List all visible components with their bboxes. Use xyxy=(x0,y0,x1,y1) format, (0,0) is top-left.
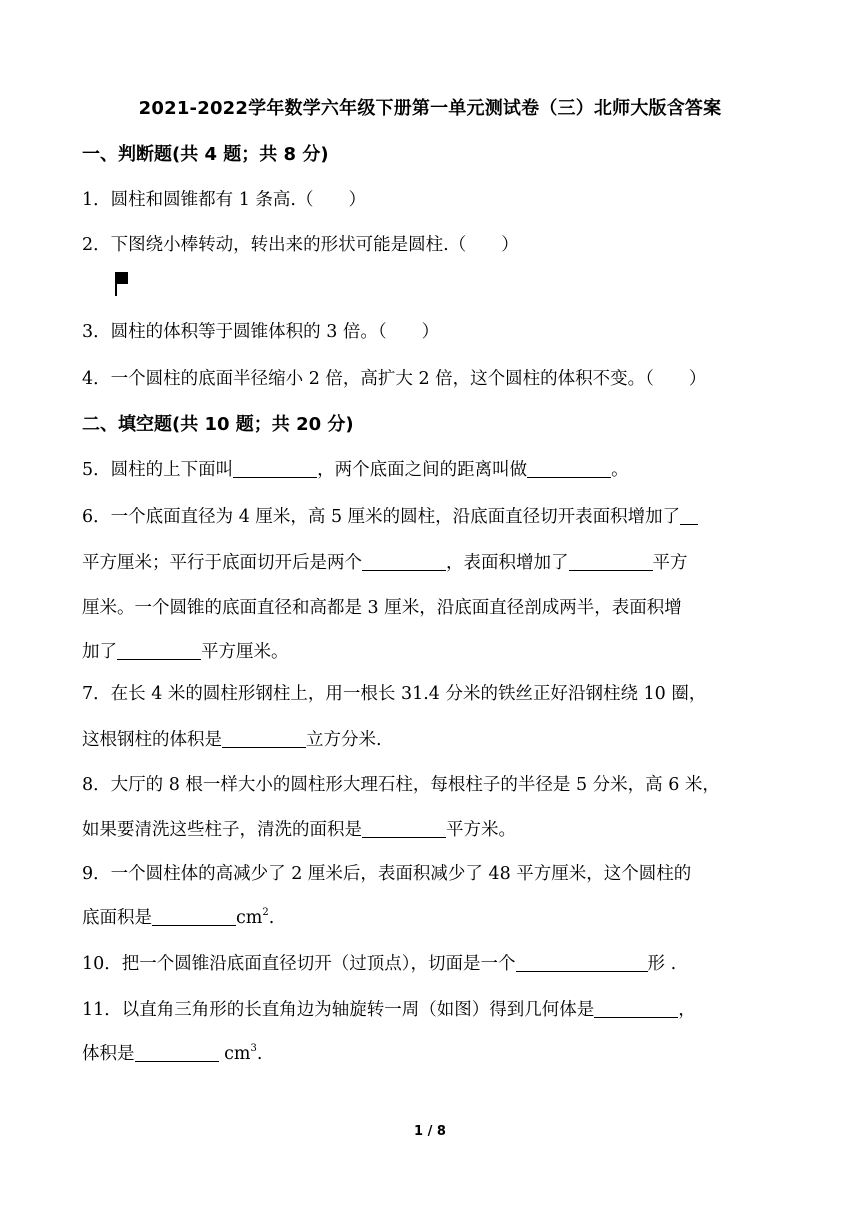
question-11-line-1 xyxy=(82,996,696,1021)
question-5 xyxy=(82,456,629,481)
question-6-text-2a: 平方厘米；平行于底面切开后是两个 xyxy=(82,553,362,573)
question-5-text-b: ，两个底面之间的距离叫做 xyxy=(317,460,528,480)
question-1: 1．圆柱和圆锥都有 1 条高.（ ） xyxy=(82,190,366,210)
question-2: 2．下图绕小棒转动，转出来的形状可能是圆柱.（ ） xyxy=(82,235,519,255)
question-9-line-1: 9．一个圆柱体的高减少了 2 厘米后，表面积减少了 48 平方厘米，这个圆柱的 xyxy=(82,864,692,884)
answer-blank[interactable] xyxy=(680,506,698,525)
question-10-text-b: 形 . xyxy=(647,954,677,974)
answer-blank[interactable] xyxy=(233,459,317,478)
question-9-line-2 xyxy=(82,904,274,929)
unit-text: cm xyxy=(236,908,263,928)
question-6-text-4b: 平方厘米。 xyxy=(201,642,289,662)
flag-icon xyxy=(114,272,130,296)
page-number: 1 / 8 xyxy=(414,1124,446,1139)
question-6-line-4 xyxy=(82,638,289,663)
answer-blank[interactable] xyxy=(527,459,611,478)
question-6-text-2c: 平方 xyxy=(652,553,688,573)
question-7-line-1: 7．在长 4 米的圆柱形钢柱上，用一根长 31.4 分米的铁丝正好沿钢柱绕 10 圈， xyxy=(82,684,707,704)
question-11-line-2 xyxy=(82,1040,262,1065)
question-3: 3．圆柱的体积等于圆锥体积的 3 倍。（ ） xyxy=(82,322,440,342)
page-title: 2021-2022学年数学六年级下册第一单元测试卷（三）北师大版含答案 xyxy=(138,98,722,119)
answer-blank[interactable] xyxy=(594,999,678,1018)
question-7-text-2b: 立方分米. xyxy=(306,730,382,750)
question-9-text-2c: . xyxy=(268,908,275,928)
question-6-line-2 xyxy=(82,549,688,574)
section-heading-fill-blank: 二、填空题(共 10 题；共 20 分) xyxy=(82,414,354,435)
question-6-text-4a: 加了 xyxy=(82,642,117,662)
question-8-line-2 xyxy=(82,816,516,841)
question-9-text-2a: 底面积是 xyxy=(82,908,152,928)
question-6-text-1: 6．一个底面直径为 4 厘米，高 5 厘米的圆柱，沿底面直径切开表面积增加了 xyxy=(82,507,681,527)
unit-superscript: 2 xyxy=(262,907,269,918)
question-6-line-1 xyxy=(82,503,698,528)
answer-blank[interactable] xyxy=(152,907,236,926)
answer-blank[interactable] xyxy=(135,1043,219,1062)
section-heading-judgement: 一、判断题(共 4 题；共 8 分) xyxy=(82,144,329,165)
question-7-line-2 xyxy=(82,726,382,751)
question-11-text-1a: 11．以直角三角形的长直角边为轴旋转一周（如图）得到几何体是 xyxy=(82,1000,595,1020)
question-8-text-2b: 平方米。 xyxy=(446,820,516,840)
question-5-text-c: 。 xyxy=(611,460,629,480)
unit-text: cm xyxy=(218,1044,251,1064)
question-5-text-a: 5．圆柱的上下面叫 xyxy=(82,460,234,480)
question-11-text-2c: . xyxy=(256,1044,263,1064)
answer-blank[interactable] xyxy=(222,729,306,748)
answer-blank[interactable] xyxy=(362,819,446,838)
answer-blank[interactable] xyxy=(516,953,648,972)
question-4: 4．一个圆柱的底面半径缩小 2 倍，高扩大 2 倍，这个圆柱的体积不变。（ ） xyxy=(82,369,707,389)
question-7-text-2a: 这根钢柱的体积是 xyxy=(82,730,222,750)
question-8-line-1: 8．大厅的 8 根一样大小的圆柱形大理石柱，每根柱子的半径是 5 分米，高 6 米， xyxy=(82,775,720,795)
question-6-line-3: 厘米。一个圆锥的底面直径和高都是 3 厘米，沿底面直径剖成两半，表面积增 xyxy=(82,598,682,618)
question-11-text-1b: ， xyxy=(678,1000,696,1020)
question-8-text-2a: 如果要清洗这些柱子，清洗的面积是 xyxy=(82,820,362,840)
answer-blank[interactable] xyxy=(117,641,201,660)
answer-blank[interactable] xyxy=(362,552,446,571)
question-10 xyxy=(82,950,676,975)
question-11-text-2a: 体积是 xyxy=(82,1044,135,1064)
unit-superscript: 3 xyxy=(250,1043,257,1054)
answer-blank[interactable] xyxy=(569,552,653,571)
question-10-text-a: 10．把一个圆锥沿底面直径切开（过顶点），切面是一个 xyxy=(82,954,516,974)
question-6-text-2b: ，表面积增加了 xyxy=(446,553,569,573)
